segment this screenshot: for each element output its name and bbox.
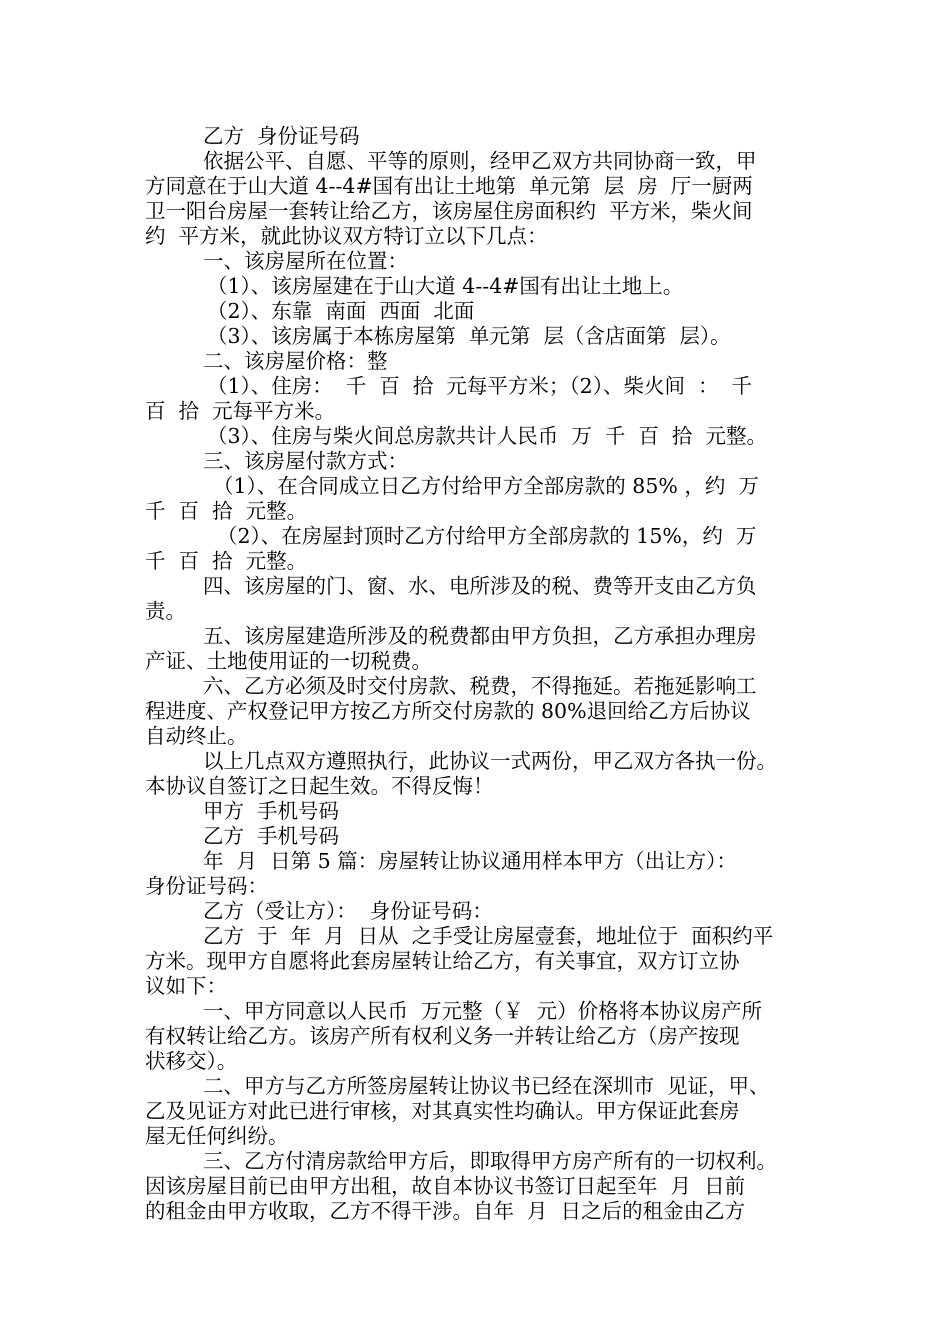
text-line: 议如下： (145, 974, 227, 998)
text-line: 三、乙方付清房款给甲方后，即取得甲方房产所有的一切权利。 (203, 1149, 777, 1173)
text-line: 乙及见证方对此已进行审核，对其真实性均确认。甲方保证此套房 (145, 1099, 740, 1123)
text-line: 二、甲方与乙方所签房屋转让协议书已经在深圳市 见证，甲、 (203, 1074, 770, 1098)
text-line: 状移交）。 (145, 1049, 238, 1073)
text-line: 方米。现甲方自愿将此套房屋转让给乙方，有关事宜，双方订立协 (145, 949, 740, 973)
text-line: 身份证号码： (145, 874, 268, 898)
text-line: 依据公平、自愿、平等的原则，经甲乙双方共同协商一致，甲 (203, 149, 757, 173)
text-line: 甲方 手机号码 (203, 799, 340, 823)
text-line: 以上几点双方遵照执行，此协议一式两份，甲乙双方各执一份。 (203, 749, 777, 773)
text-line: 方同意在于山大道 4--4#国有出让土地第 单元第 层 房 厅一厨两 (145, 174, 753, 198)
text-line: （3）、该房属于本栋房屋第 单元第 层（含店面第 层）。 (207, 324, 731, 348)
text-line: 卫一阳台房屋一套转让给乙方，该房屋住房面积约 平方米，柴火间 (145, 199, 753, 223)
text-line: 乙方 手机号码 (203, 824, 340, 848)
text-line: （2）、东靠 南面 西面 北面 (207, 299, 475, 323)
text-line: 三、该房屋付款方式： (203, 449, 408, 473)
text-line: 产证、土地使用证的一切税费。 (145, 649, 432, 673)
text-line: 责。 (145, 599, 186, 623)
text-line: 百 拾 元每平方米。 (145, 399, 336, 423)
text-line: 程进度、产权登记甲方按乙方所交付房款的 80%退回给乙方后协议 (145, 699, 751, 723)
text-line: 乙方 于 年 月 日从 之手受让房屋壹套，地址位于 面积约平 (203, 924, 774, 948)
text-line: 年 月 日第 5 篇：房屋转让协议通用样本甲方（出让方）： (203, 849, 737, 873)
text-line: （1）、住房： 千 百 拾 元每平方米；（2）、柴火间 ： 千 (207, 374, 753, 398)
text-line: 因该房屋目前已由甲方出租，故自本协议书签订日起至年 月 日前 (145, 1174, 746, 1198)
text-line: 五、该房屋建造所涉及的税费都由甲方负担，乙方承担办理房 (203, 624, 757, 648)
text-line: 有权转让给乙方。该房产所有权利义务一并转让给乙方（房产按现 (145, 1024, 740, 1048)
document-body (145, 124, 825, 1224)
text-line: （1）、在合同成立日乙方付给甲方全部房款的 85% ，约 万 (213, 474, 759, 498)
text-line: 一、甲方同意以人民币 万元整（￥ 元）价格将本协议房产所 (203, 999, 763, 1023)
text-line: 乙方 身份证号码 (203, 124, 360, 148)
text-line: （1）、该房屋建在于山大道 4--4#国有出让土地上。 (207, 274, 684, 298)
text-line: 一、该房屋所在位置： (203, 249, 408, 273)
text-line: 约 平方米，就此协议双方特订立以下几点： (145, 224, 548, 248)
text-line: 四、该房屋的门、窗、水、电所涉及的税、费等开支由乙方负 (203, 574, 757, 598)
text-line: 的租金由甲方收取，乙方不得干涉。自年 月 日之后的租金由乙方 (145, 1199, 746, 1223)
text-line: 千 百 拾 元整。 (145, 499, 308, 523)
text-line: （2）、在房屋封顶时乙方付给甲方全部房款的 15%，约 万 (217, 524, 757, 548)
text-line: 六、乙方必须及时交付房款、税费，不得拖延。若拖延影响工 (203, 674, 757, 698)
text-line: 二、该房屋价格：整 (203, 349, 388, 373)
text-line: 千 百 拾 元整。 (145, 549, 308, 573)
text-line: 乙方（受让方）： 身份证号码： (203, 899, 493, 923)
text-line: 屋无任何纠纷。 (145, 1124, 289, 1148)
text-line: （3）、住房与柴火间总房款共计人民币 万 千 百 拾 元整。 (207, 424, 767, 448)
text-line: 本协议自签订之日起生效。不得反悔！ (145, 774, 494, 798)
text-line: 自动终止。 (145, 724, 248, 748)
